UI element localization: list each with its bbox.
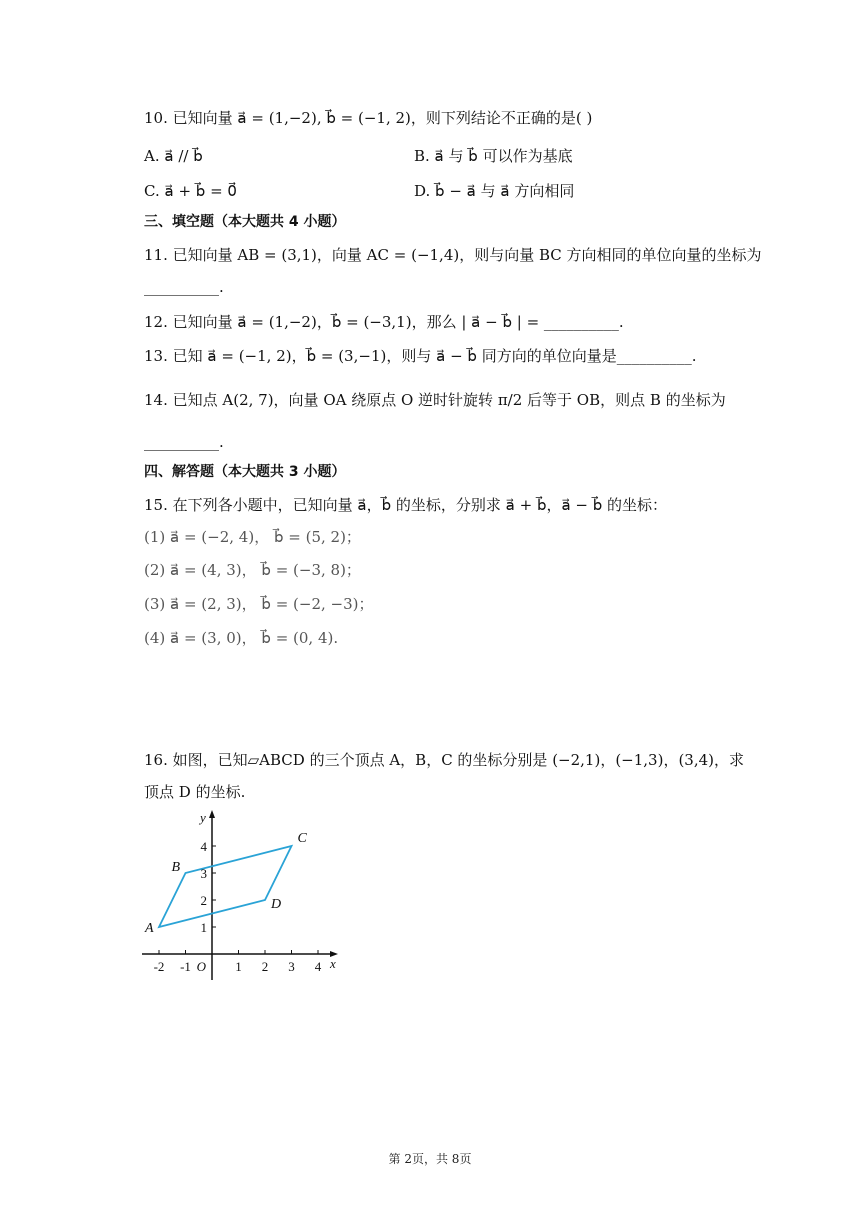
- q12: 12. 已知向量 a⃗ = (1,−2)，b⃗ = (−3,1)，那么 | a⃗ − b⃗ | = __________.: [144, 313, 624, 331]
- point-label-c: C: [297, 831, 307, 846]
- y-tick-label: 3: [200, 866, 207, 881]
- page-footer: 第 2页，共 8页: [388, 1152, 472, 1166]
- q14-line2: __________.: [144, 433, 224, 451]
- q16-line2: 顶点 D 的坐标.: [144, 783, 246, 801]
- x-tick-label: -1: [180, 959, 191, 974]
- point-label-b: B: [171, 860, 181, 875]
- q11-line1: 11. 已知向量 AB = (3,1)，向量 AC = (−1,4)，则与向量 BC 方向相同的单位向量的坐标为: [144, 246, 762, 264]
- q10-stem: 10. 已知向量 a⃗ = (1,−2), b⃗ = (−1, 2)，则下列结论不正确的是( ): [144, 109, 593, 127]
- y-tick-label: 1: [200, 920, 207, 935]
- x-tick-label: 2: [261, 959, 269, 974]
- q14-line1: 14. 已知点 A(2, 7)，向量 OA 绕原点 O 逆时针旋转 π/2 后等于 OB，则点 B 的坐标为: [144, 391, 726, 409]
- origin-label: O: [196, 959, 206, 974]
- y-axis-label: y: [200, 810, 206, 825]
- q16-line1: 16. 如图，已知▱ABCD 的三个顶点 A，B，C 的坐标分别是 (−2,1)，(−1,3)，(3,4)，求: [144, 751, 745, 769]
- parallelogram-abcd: [159, 846, 292, 927]
- y-axis-arrow: [209, 810, 215, 818]
- q10-option-d: D. b⃗ − a⃗ 与 a⃗ 方向相同: [414, 182, 575, 200]
- q13: 13. 已知 a⃗ = (−1, 2)，b⃗ = (3,−1)，则与 a⃗ − b⃗ 同方向的单位向量是__________.: [144, 347, 697, 365]
- x-tick-label: 1: [235, 959, 242, 974]
- q10-option-b: B. a⃗ 与 b⃗ 可以作为基底: [414, 147, 573, 165]
- q11-line2: __________.: [144, 278, 224, 296]
- q15-item-3: (3) a⃗ = (2, 3)， b⃗ = (−2, −3)；: [144, 595, 374, 613]
- q10-option-c: C. a⃗ + b⃗ = 0⃗: [144, 182, 237, 200]
- coordinate-plane: [140, 808, 345, 986]
- x-tick-label: 4: [314, 959, 322, 974]
- x-tick-label: 3: [288, 959, 295, 974]
- q15-item-1: (1) a⃗ = (−2, 4)， b⃗ = (5, 2)；: [144, 528, 361, 546]
- point-label-a: A: [145, 921, 154, 936]
- q15-item-2: (2) a⃗ = (4, 3)， b⃗ = (−3, 8)；: [144, 561, 361, 579]
- section-4-heading: 四、解答题（本大题共 3 小题）: [144, 464, 346, 480]
- x-tick-label: -2: [153, 959, 165, 974]
- parallelogram-figure: [140, 808, 345, 986]
- x-axis-label: x: [330, 956, 336, 971]
- q15-item-4: (4) a⃗ = (3, 0)， b⃗ = (0, 4).: [144, 629, 339, 647]
- q15-stem: 15. 在下列各小题中，已知向量 a⃗，b⃗ 的坐标，分别求 a⃗ + b⃗，a⃗ − b⃗ 的坐标：: [144, 496, 668, 514]
- point-label-d: D: [271, 897, 282, 912]
- q10-option-a: A. a⃗ // b⃗: [144, 147, 203, 165]
- y-tick-label: 2: [200, 893, 207, 908]
- y-tick-label: 4: [200, 839, 207, 854]
- section-3-heading: 三、填空题（本大题共 4 小题）: [144, 214, 346, 230]
